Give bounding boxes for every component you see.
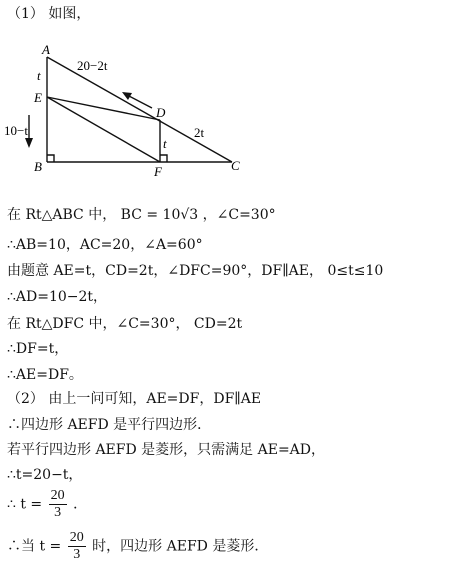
solution-line-4: ∴AD=10−2t，: [7, 289, 108, 305]
right-angle-B: [47, 155, 54, 162]
label-E: E: [34, 90, 42, 105]
part2-line: （2） 由上一问可知，AE=DF，DF∥AE: [7, 391, 262, 407]
fraction-20-3: [49, 488, 67, 521]
solution-line-3: 由题意 AE=t，CD=2t，∠DFC=90°，DF∥AE， 0≤t≤10: [7, 263, 384, 279]
solution-line-13: [7, 530, 268, 563]
solution-line-5: 在 Rt△DFC 中，∠C=30°， CD=2t: [7, 316, 243, 332]
solution-line-1: 在 Rt△ABC 中， BC = 10√3 ，∠C=30°: [7, 207, 276, 223]
arrow-up-left-head: [122, 92, 132, 100]
line12-suffix: ．: [73, 496, 88, 513]
label-seg-EB: 10−t: [4, 123, 28, 138]
part1-heading: （1） 如图，: [7, 6, 91, 22]
segment-AC: [47, 57, 232, 162]
arrow-down-head: [25, 138, 33, 148]
line13-suffix: 时，四边形 AEFD 是菱形．: [92, 538, 269, 555]
solution-line-9: ∴四边形 AEFD 是平行四边形．: [7, 417, 212, 433]
label-t-AE: t: [37, 68, 41, 83]
label-seg-DF: t: [163, 136, 167, 151]
fraction-numerator: 20: [69, 530, 84, 545]
label-B: B: [34, 159, 42, 174]
fraction-denominator: 3: [54, 505, 62, 520]
fraction-numerator: 20: [50, 488, 65, 503]
label-D: D: [156, 105, 166, 120]
label-seg-AD: 20−2t: [77, 58, 108, 73]
label-F: F: [154, 164, 162, 178]
line12-prefix: ∴ t =: [7, 496, 43, 513]
label-C: C: [231, 158, 240, 173]
solution-line-10: 若平行四边形 AEFD 是菱形，只需满足 AE=AD，: [7, 442, 326, 458]
label-seg-DC: 2t: [194, 125, 205, 140]
solution-line-7: ∴AE=DF。: [7, 367, 83, 383]
fraction-20-3-final: [68, 530, 86, 563]
solution-line-12: [7, 488, 87, 521]
line13-prefix: ∴当 t =: [7, 538, 62, 555]
fraction-denominator: 3: [73, 547, 81, 562]
solution-line-11: ∴t=20−t，: [7, 467, 83, 483]
triangle-figure: [0, 38, 250, 178]
solution-line-6: ∴DF=t，: [7, 341, 69, 357]
right-angle-F: [160, 155, 167, 162]
label-A: A: [42, 42, 50, 57]
segment-EF: [47, 97, 160, 162]
segment-ED: [47, 97, 160, 120]
solution-line-2: ∴AB=10，AC=20，∠A=60°: [7, 237, 203, 253]
arrow-up-left-shaft: [127, 95, 152, 108]
